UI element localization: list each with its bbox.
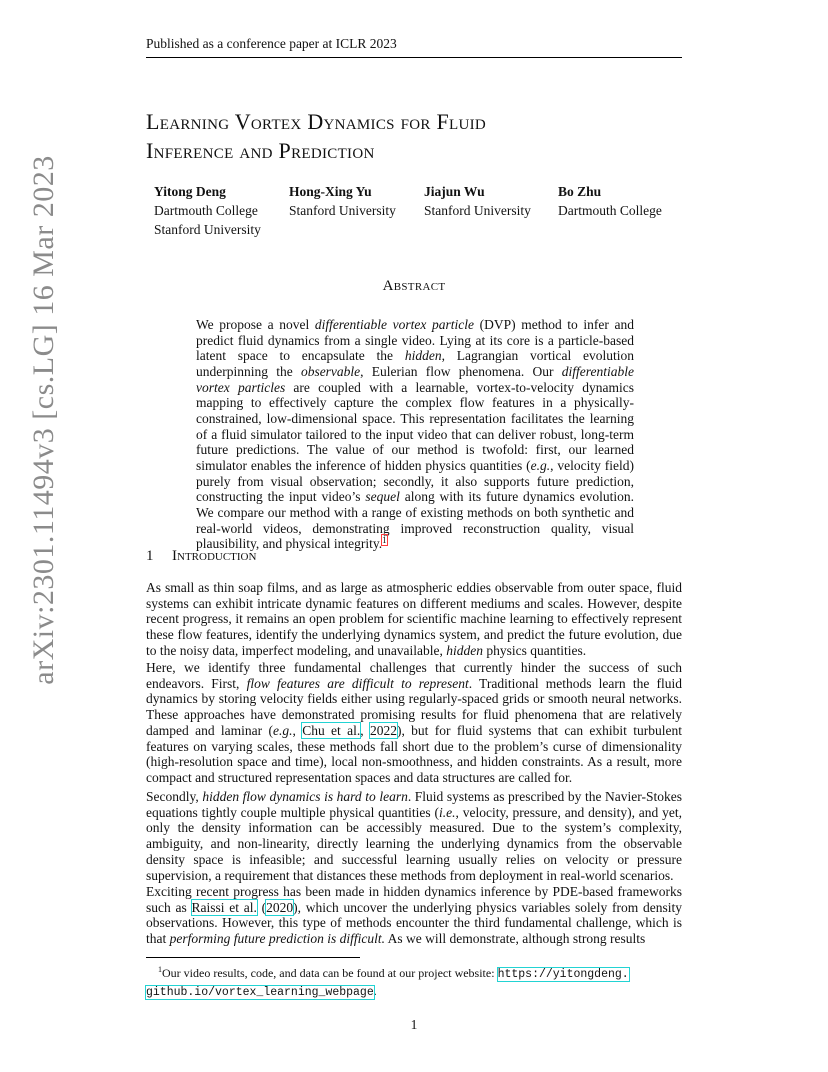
section-title: Introduction	[172, 548, 257, 564]
title-line-1: Learning Vortex Dynamics for Fluid	[146, 109, 487, 134]
author-name: Bo Zhu	[558, 184, 602, 199]
intro-paragraph-3: Secondly, hidden flow dynamics is hard to learn. Fluid systems as prescribed by the Navier-Stokes equations tightly couple multiple physical quantities (i.e., velocity, pressure, and density), and yet, only the density information can be accessibly measured. Due to the system’s complexity, ambiguity, and non-linearity, directly learning the underlying dynamics from the observable density space is infeasible; and successful learning usually relies on velocity or pressure supervision, a requirement that distances these methods from deployment in real-world scenarios.	[146, 789, 683, 883]
conference-header: Published as a conference paper at ICLR 2023	[146, 36, 682, 58]
author-3	[424, 182, 531, 220]
section-heading	[146, 548, 256, 565]
intro-paragraph-2: Here, we identify three fundamental challenges that currently hinder the success of such endeavors. First, flow features are difficult to represent. Traditional methods learn the fluid dynamics by storing velocity fields either using regularly-spaced grids or smooth neural networks. These approaches have demonstrated promising results for fluid phenomena that are relatively damped and laminar (e.g., Chu et al., 2022), but for fluid systems that can exhibit turbulent features on varying scales, these methods fall short due to the problem’s curse of dimensionality (high-resolution space and time), local non-smoothness, and hidden constraints. As a result, more compact and structured representation spaces and data structures are called for.	[146, 660, 683, 785]
project-url-link[interactable]: https://yitongdeng.	[497, 968, 629, 981]
title-line-2: Inference and Prediction	[146, 138, 375, 163]
author-affiliation: Dartmouth College	[558, 203, 662, 218]
abstract-body: We propose a novel differentiable vortex particle (DVP) method to infer and predict fluid dynamics from a single video. Lying at its core is a particle-based latent space to encapsulate the hidden, Lagrangian vortical evolution underpinning the observable, Eulerian flow phenomena. Our differentiable vortex particles are coupled with a learnable, vortex-to-velocity dynamics mapping to effectively capture the complex flow features in a physically-constrained, low-dimensional space. This representation facilitates the learning of a fluid simulator tailored to the input video that can deliver robust, long-term future predictions. The value of our method is twofold: first, our learned simulator enables the inference of hidden physics quantities (e.g., velocity field) purely from visual observation; secondly, it also supports future prediction, constructing the input video’s sequel along with its future dynamics evolution. We compare our method with a range of existing methods on both synthetic and real-world videos, demonstrating improved reconstruction quality, visual plausibility, and physical integrity.$^1$	[196, 317, 635, 552]
author-name: Jiajun Wu	[424, 184, 485, 199]
intro-paragraph-1: As small as thin soap films, and as large as atmospheric eddies observable from outer space, fluid systems can exhibit intricate dynamic features on different mediums and scales. However, despite recent progress, it remains an open problem for scientific machine learning to effectively represent these flow features, identify the underlying dynamics system, and predict the future evolution, due to the noisy data, imperfect modeling, and unavailable, hidden physics quantities.	[146, 580, 682, 658]
author-name: Yitong Deng	[154, 184, 226, 199]
abstract-heading: Abstract	[382, 278, 446, 294]
author-affiliation: Stanford University	[289, 203, 396, 218]
author-affiliation: Dartmouth College	[154, 203, 258, 218]
paper-title	[146, 107, 706, 165]
citation-year-link[interactable]: 2020	[266, 899, 294, 915]
project-url-link-cont[interactable]: github.io/vortex_learning_webpage	[146, 986, 374, 999]
author-4	[558, 182, 662, 220]
citation-year-link[interactable]: 2022	[369, 722, 397, 738]
author-2	[289, 182, 396, 220]
footnote-divider	[146, 957, 360, 958]
citation-link[interactable]: Chu et al.	[302, 722, 361, 738]
author-affiliation: Stanford University	[424, 203, 531, 218]
footnote-link[interactable]: 1	[382, 534, 387, 545]
page-number: 1	[410, 1017, 418, 1032]
citation-link[interactable]: Raissi et al.	[191, 899, 257, 915]
intro-paragraph-4: Exciting recent progress has been made in hidden dynamics inference by PDE-based frameworks such as Raissi et al. (2020), which uncover the underlying physics variables solely from density observations. However, this type of methods encounter the third fundamental challenge, which is that performing future prediction is difficult. As we will demonstrate, although strong results	[146, 884, 683, 947]
arxiv-stamp-text: arXiv:2301.11494v3 [cs.LG] 16 Mar 2023	[27, 155, 60, 685]
footnote: $^1$Our video results, code, and data can be found at our project website: https://yitongdeng. github.io/vortex_learning_webpage.	[146, 965, 629, 999]
author-name: Hong-Xing Yu	[289, 184, 372, 199]
author-1	[154, 182, 261, 239]
author-affiliation-2: Stanford University	[154, 222, 261, 237]
section-number: 1	[146, 548, 154, 564]
